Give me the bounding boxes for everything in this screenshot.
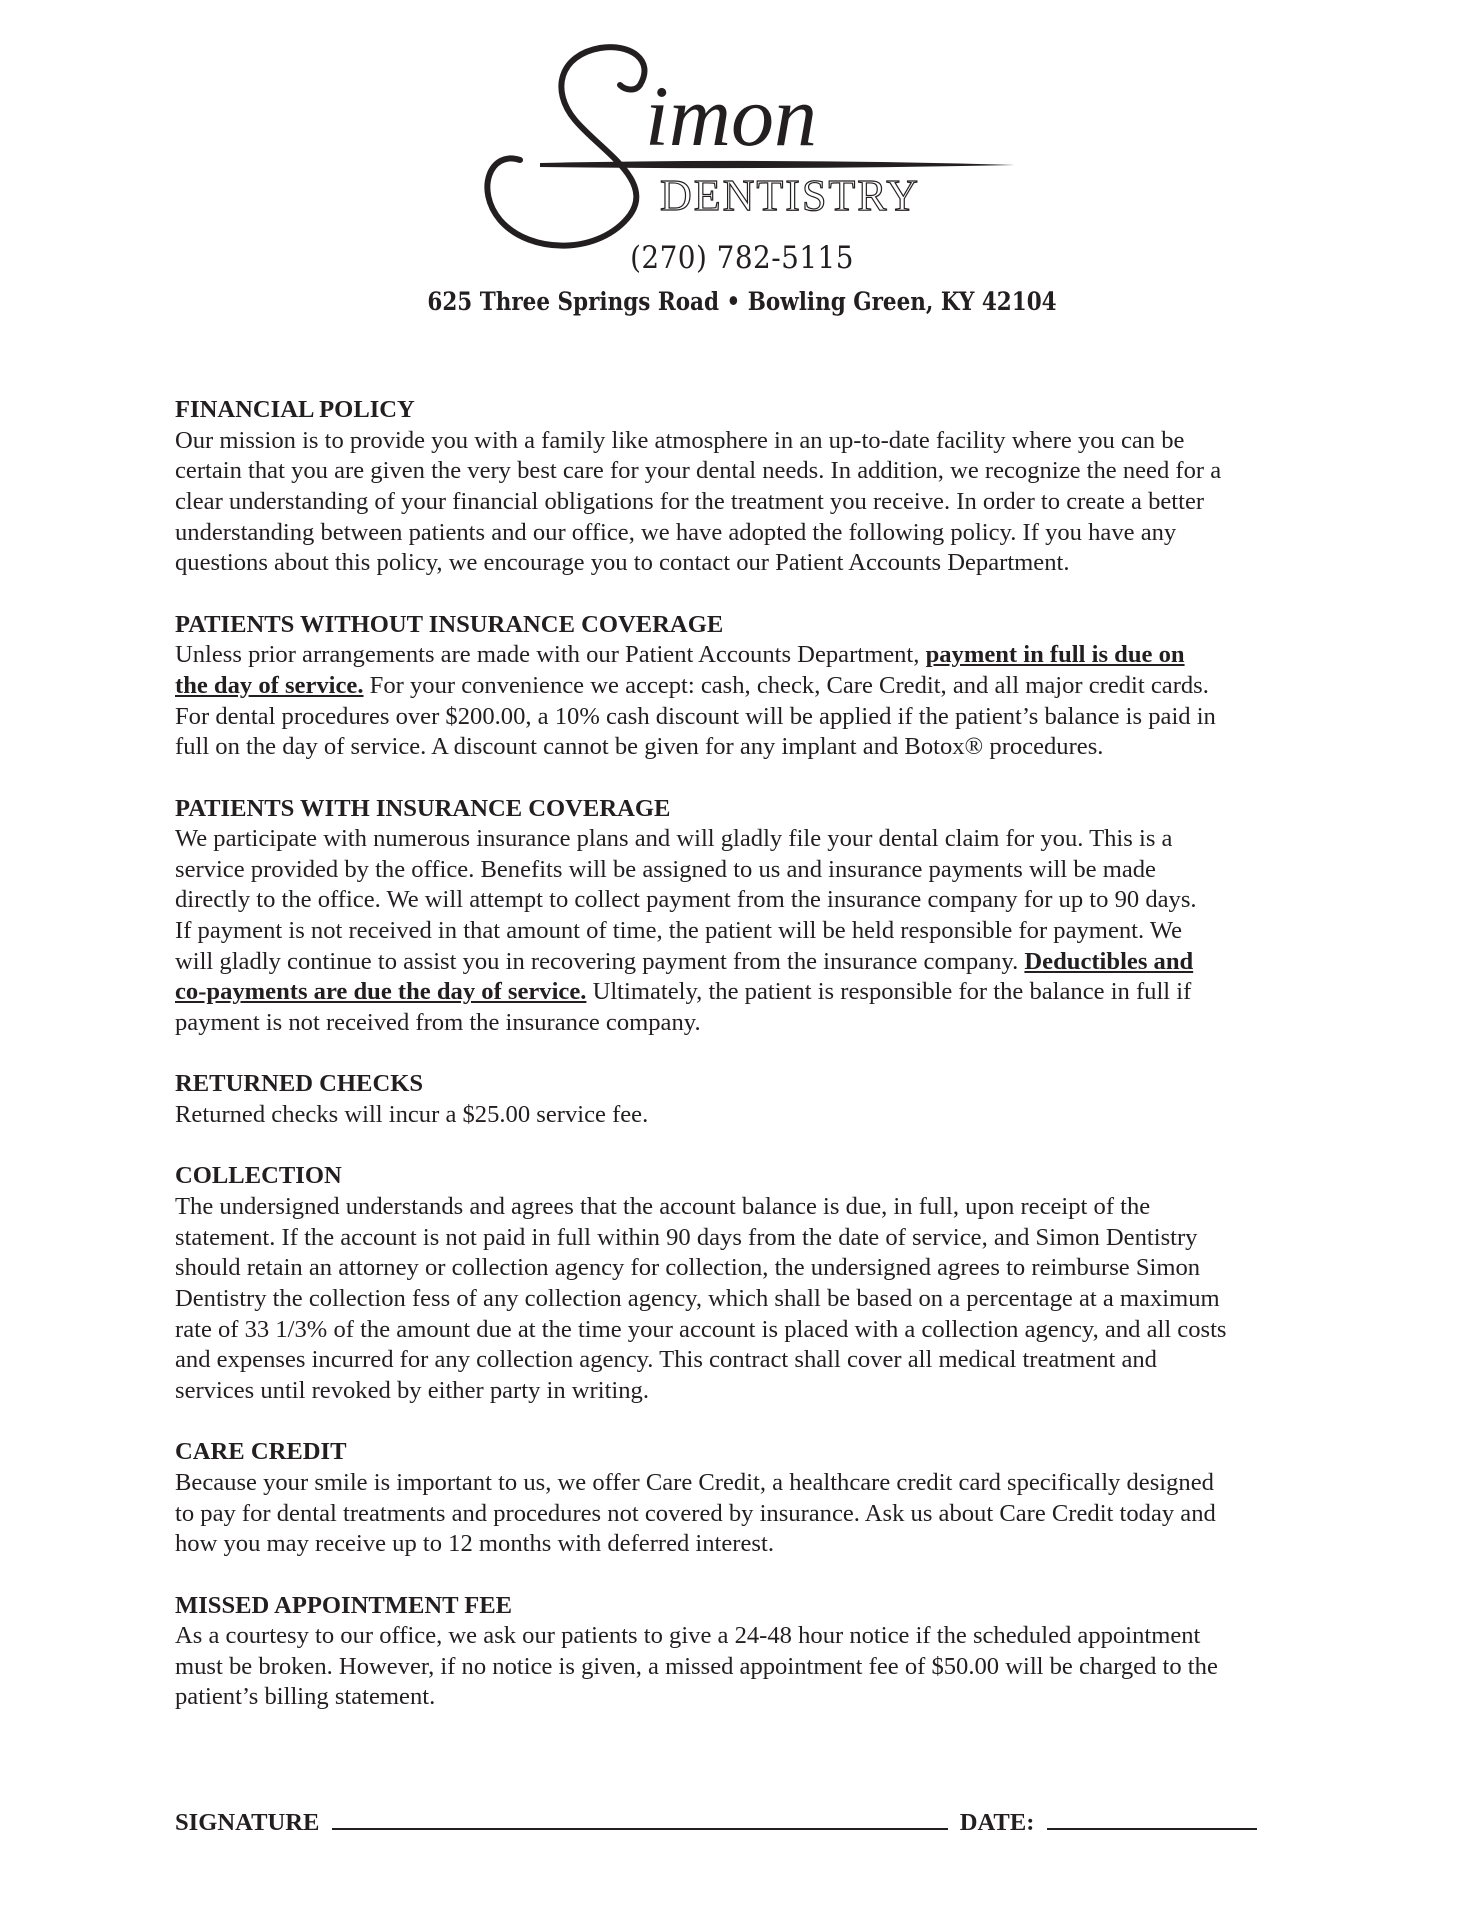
policy-section <box>175 1437 1355 1560</box>
policy-content <box>175 395 1355 1744</box>
simon-dentistry-logo <box>480 40 1020 260</box>
section-heading: CARE CREDIT <box>175 1438 347 1466</box>
body-text: For your convenience we accept: cash, check, Care Credit, and all major credit cards. <box>363 671 1209 699</box>
policy-section <box>175 794 1355 1039</box>
text-line <box>175 1652 1355 1683</box>
body-text: Dentistry the collection fess of any collection agency, which shall be based on a percentage at a maximum <box>175 1284 1220 1312</box>
body-text: full on the day of service. A discount cannot be given for any implant and Botox® procedures. <box>175 733 1104 761</box>
text-line <box>175 1376 1355 1407</box>
body-text: If payment is not received in that amount of time, the patient will be held responsible for payment. We <box>175 917 1182 945</box>
policy-section <box>175 1161 1355 1406</box>
signature-row <box>175 1808 1263 1837</box>
svg-text:DENTISTRY: DENTISTRY <box>660 171 920 220</box>
policy-section <box>175 1591 1355 1714</box>
section-heading: RETURNED CHECKS <box>175 1070 424 1098</box>
section-heading: FINANCIAL POLICY <box>175 396 415 423</box>
text-line <box>175 548 1355 579</box>
emphasized-text: the day of service. <box>175 671 364 699</box>
text-line <box>175 916 1355 947</box>
body-text: Ultimately, the patient is responsible for the balance in full if <box>586 978 1192 1006</box>
text-line <box>175 456 1355 487</box>
body-text: The undersigned understands and agrees that the account balance is due, in full, upon receipt of the <box>175 1193 1151 1220</box>
section-heading: PATIENTS WITH INSURANCE COVERAGE <box>175 794 671 822</box>
policy-section <box>175 1069 1355 1130</box>
body-text: must be broken. However, if no notice is given, a missed appointment fee of $50.00 will be charged to the <box>175 1652 1218 1680</box>
text-line <box>175 1192 1355 1223</box>
text-line <box>175 1682 1355 1713</box>
emphasized-text: payment in full is due on <box>925 641 1185 669</box>
body-text: Because your smile is important to us, we offer Care Credit, a healthcare credit card specifically designed <box>175 1468 1214 1496</box>
text-line <box>175 1621 1355 1652</box>
text-line <box>175 977 1355 1008</box>
body-text: Our mission is to provide you with a family like atmosphere in an up-to-date facility where you can be <box>175 426 1185 454</box>
body-text: clear understanding of your financial obligations for the treatment you receive. In order to create a better <box>175 487 1205 515</box>
text-line <box>175 671 1355 702</box>
address: 625 Three Springs Road • Bowling Green, KY 42104 <box>427 287 1057 316</box>
text-line <box>175 640 1355 671</box>
text-line <box>175 824 1355 855</box>
policy-section <box>175 395 1355 579</box>
body-text: questions about this policy, we encourage you to contact our Patient Accounts Department. <box>175 549 1070 577</box>
body-text: will gladly continue to assist you in recovering payment from the insurance company. <box>175 947 1025 975</box>
section-heading: MISSED APPOINTMENT FEE <box>175 1591 513 1619</box>
text-line <box>175 1284 1355 1315</box>
text-line <box>175 1008 1355 1039</box>
body-text: certain that you are given the very best care for your dental needs. In addition, we recognize the need for a <box>175 457 1222 485</box>
body-text: Unless prior arrangements are made with our Patient Accounts Department, <box>175 641 926 669</box>
body-text: services until revoked by either party in writing. <box>175 1376 649 1404</box>
date-label: DATE: <box>959 1809 1035 1836</box>
text-line <box>175 1315 1355 1346</box>
body-text: how you may receive up to 12 months with deferred interest. <box>175 1530 774 1558</box>
signature-label: SIGNATURE <box>175 1809 320 1836</box>
text-line <box>175 855 1355 886</box>
text-line <box>175 1223 1355 1254</box>
text-line <box>175 1345 1355 1376</box>
text-line <box>175 1253 1355 1284</box>
body-text: directly to the office. We will attempt to collect payment from the insurance company for up to 90 days. <box>175 886 1197 914</box>
body-text: patient’s billing statement. <box>175 1683 436 1711</box>
phone-number: (270) 782-5115 <box>630 240 854 276</box>
body-text: service provided by the office. Benefits will be assigned to us and insurance payments will be made <box>175 855 1156 883</box>
policy-section <box>175 610 1355 763</box>
body-text: For dental procedures over $200.00, a 10% cash discount will be applied if the patient’s balance is paid in <box>175 702 1216 730</box>
body-text: and expenses incurred for any collection agency. This contract shall cover all medical treatment and <box>175 1346 1157 1374</box>
body-text: Returned checks will incur a $25.00 service fee. <box>175 1101 649 1129</box>
body-text: understanding between patients and our office, we have adopted the following policy. If you have any <box>175 518 1177 546</box>
section-heading: PATIENTS WITHOUT INSURANCE COVERAGE <box>175 610 724 638</box>
section-heading: COLLECTION <box>175 1162 342 1190</box>
text-line <box>175 1499 1355 1530</box>
text-line <box>175 702 1355 733</box>
signature-field[interactable] <box>332 1808 948 1830</box>
text-line <box>175 885 1355 916</box>
text-line <box>175 1468 1355 1499</box>
body-text: should retain an attorney or collection agency for collection, the undersigned agrees to reimburse Simon <box>175 1254 1201 1282</box>
text-line <box>175 1100 1355 1131</box>
body-text: rate of 33 1/3% of the amount due at the time your account is placed with a collection agency, and all costs <box>175 1315 1227 1343</box>
text-line <box>175 1529 1355 1560</box>
text-line <box>175 426 1355 457</box>
text-line <box>175 947 1355 978</box>
body-text: statement. If the account is not paid in full within 90 days from the date of service, and Simon Dentistry <box>175 1223 1198 1251</box>
text-line <box>175 487 1355 518</box>
date-field[interactable] <box>1047 1808 1257 1830</box>
text-line <box>175 518 1355 549</box>
body-text: As a courtesy to our office, we ask our patients to give a 24-48 hour notice if the scheduled appointment <box>175 1622 1201 1650</box>
body-text: to pay for dental treatments and procedures not covered by insurance. Ask us about Care Credit today and <box>175 1499 1216 1527</box>
body-text: payment is not received from the insurance company. <box>175 1009 701 1037</box>
text-line <box>175 732 1355 763</box>
emphasized-text: co-payments are due the day of service. <box>175 978 587 1006</box>
emphasized-text: Deductibles and <box>1024 947 1194 975</box>
svg-text:imon: imon <box>645 68 817 164</box>
body-text: We participate with numerous insurance plans and will gladly file your dental claim for you. This is a <box>175 825 1173 853</box>
